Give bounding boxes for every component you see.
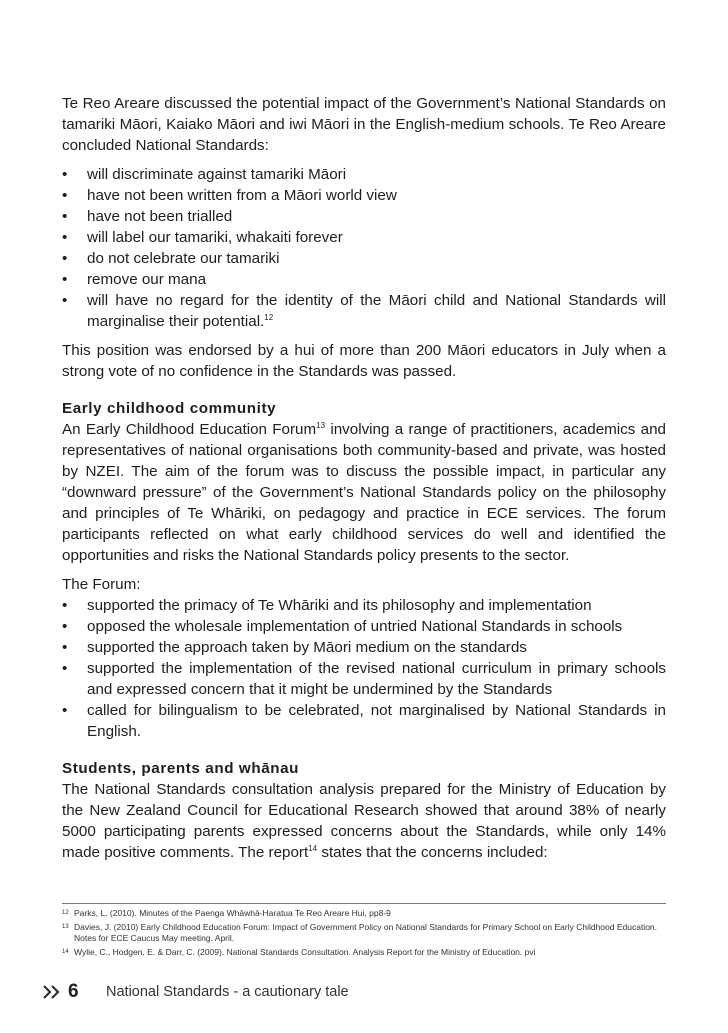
bullet: • [62,271,68,288]
list-item: • do not celebrate our tamariki [62,250,280,267]
footnote-ref: 13 [316,421,326,430]
position-paragraph: This position was endorsed by a hui of more than 200 Māori educators in July when a strong vote of no confidence in the Standards was passed. [62,342,666,380]
page-number: 6 [68,981,79,1002]
list-item: • have not been written from a Māori world view [62,187,397,204]
list-item: • supported the implementation of the revised national curriculum in primary schools and expressed concern that it might be undermined by the Standards [62,660,666,698]
list-item: • will label our tamariki, whakaiti forever [62,229,343,246]
concerns-list [62,164,666,332]
page-body [62,93,666,863]
bullet: • [62,639,68,656]
heading-early-childhood: Early childhood community [62,400,277,417]
footnote-divider [62,903,666,904]
footnotes [62,908,666,960]
forum-list [62,595,666,742]
bullet: • [62,208,68,225]
footnote: 13 Davies, J. (2010) Early Childhood Education Forum: Impact of Government Policy on National Standards for Primary School on Early Childhood Education. Notes for ECE Caucus May meeting. April. [62,921,658,943]
intro-paragraph: Te Reo Areare discussed the potential impact of the Government’s National Standards on tamariki Māori, Kaiako Māori and iwi Māori in the English-medium schools. Te Reo Areare concluded National Standards: [62,95,666,154]
bullet: • [62,250,68,267]
page-footer [42,980,349,1004]
bullet: • [62,166,68,183]
bullet: • [62,660,68,677]
footnote: 12 Parks, L. (2010). Minutes of the Paenga Whāwhā-Haratua Te Reo Areare Hui, pp8-9 [62,908,391,918]
bullet: • [62,597,68,614]
heading-students-parents: Students, parents and whānau [62,760,300,777]
running-title: National Standards - a cautionary tale [106,984,349,1000]
footnote-ref: 14 [308,844,318,853]
list-item: • will have no regard for the identity of the Māori child and National Standards will marginalise their potential.$^{12}$ [62,292,666,330]
list-item: • supported the approach taken by Māori medium on the standards [62,639,527,656]
bullet: • [62,618,68,635]
double-chevron-icon [42,984,66,1000]
footnote-ref: 12 [264,313,274,322]
footnote: 14 Wylie, C., Hodgen, E. & Darr, C. (2009). National Standards Consultation. Analysis Report for the Ministry of Education. pvi [62,946,536,957]
list-item: • opposed the wholesale implementation of untried National Standards in schools [62,618,623,635]
early-childhood-paragraph: An Early Childhood Education Forum$^{13}$ involving a range of practitioners, academics and representatives of national organisations both community-based and private, was hosted by NZEI. The aim of the forum was to discuss the possible impact, in particular any “downward pressure” of the Government’s National Standards policy on the philosophy and principles of Te Whāriki, on pedagogy and practice in ECE services. The forum participants reflected on what early childhood services do well and identified the opportunities and risks the National Standards policy presents to the sector. [62,421,666,564]
forum-label: The Forum: [62,576,141,593]
bullet: • [62,702,68,719]
list-item: • will discriminate against tamariki Māori [62,166,347,183]
bullet: • [62,229,68,246]
list-item: • have not been trialled [62,208,233,225]
list-item: • supported the primacy of Te Whāriki and its philosophy and implementation [62,597,592,614]
bullet: • [62,187,68,204]
bullet: • [62,292,68,309]
list-item: • called for bilingualism to be celebrated, not marginalised by National Standards in English. [62,702,666,740]
list-item: • remove our mana [62,271,207,288]
students-paragraph: The National Standards consultation analysis prepared for the Ministry of Education by the New Zealand Council for Educational Research showed that around 38% of nearly 5000 participating parents expressed concerns about the Standards, while only 14% made positive comments. The report$^{14}$ states that the concerns included: [62,781,666,861]
